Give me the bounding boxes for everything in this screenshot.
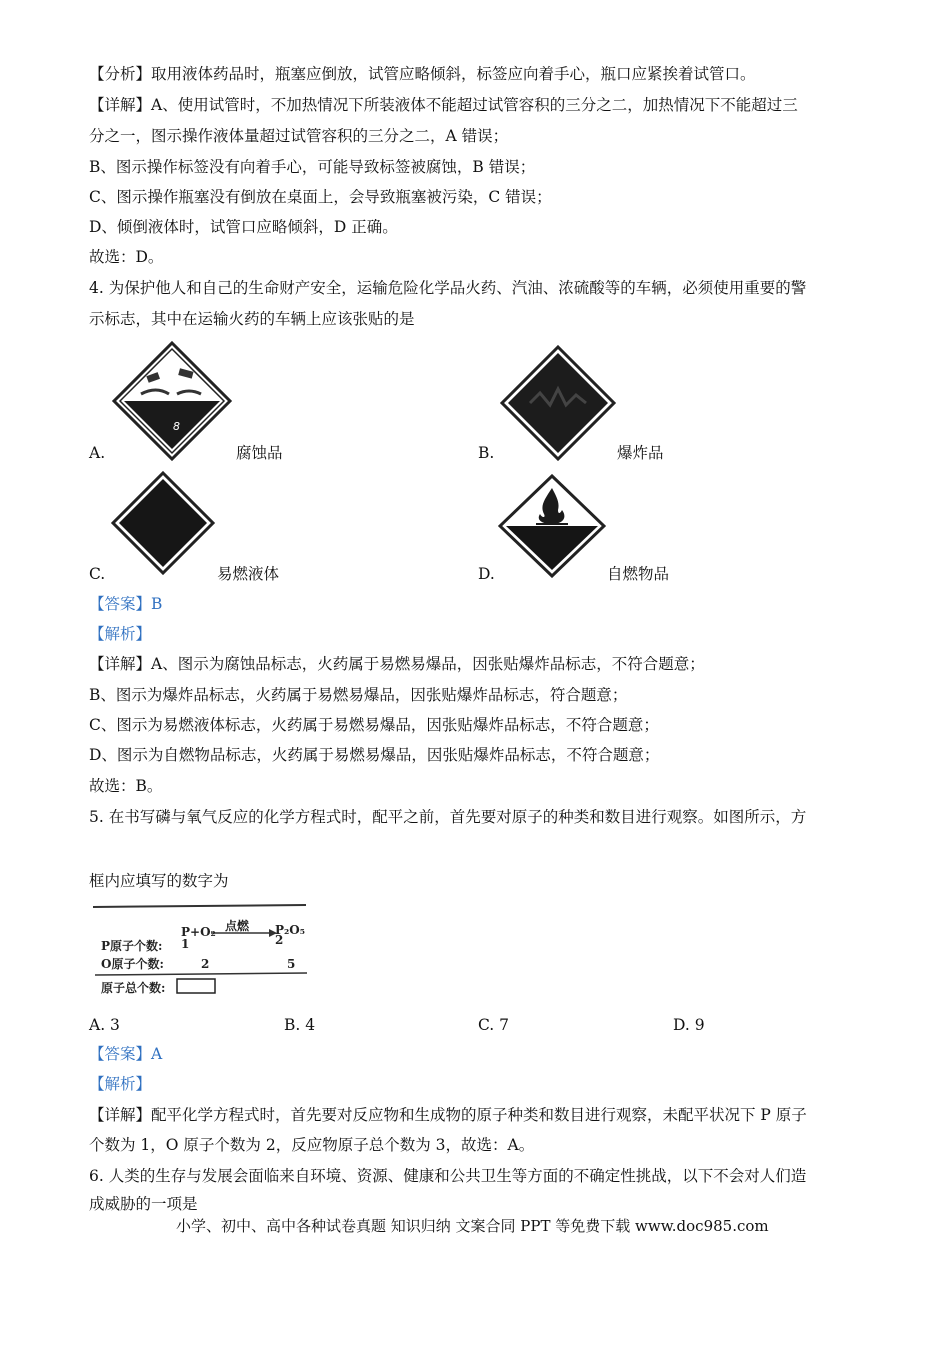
p-atom-left: 1 [181,937,190,951]
q5-option-c: C. 7 [478,1016,510,1034]
explosive-sign-icon [500,345,616,461]
conclusion-line: 故选：B。 [89,777,163,795]
q5-option-b: B. 4 [284,1016,316,1034]
detail-line: 【详解】A、图示为腐蚀品标志，火药属于易燃易爆品，因张贴爆炸品标志，不符合题意； [89,655,705,673]
question-4-text: 示标志，其中在运输火药的车辆上应该张贴的是 [89,310,415,328]
corrosive-sign-icon [111,340,233,462]
option-d-letter: D. [478,565,495,583]
detail-line: B、图示为爆炸品标志，火药属于易燃易爆品，因张贴爆炸品标志，符合题意； [89,686,628,704]
question-4-text: 4. 为保护他人和自己的生命财产安全，运输危险化学品火药、汽油、浓硫酸等的车辆，必须使用重要的警 [89,279,807,297]
option-b-letter: B. [478,444,495,462]
footer-text: 小学、初中、高中各种试卷真题 知识归纳 文案合同 PPT 等免费下载 www.doc985.com [176,1217,769,1235]
option-a-label: 腐蚀品 [236,444,283,462]
option-c-letter: C. [89,565,106,583]
reaction-product: P₂O₅ [275,923,305,937]
detail-line: 【详解】配平化学方程式时，首先要对反应物和生成物的原子种类和数目进行观察，未配平状况下 P 原子 [89,1106,807,1124]
detail-line: D、图示为自燃物品标志，火药属于易燃易爆品，因张贴爆炸品标志，不符合题意； [89,746,660,764]
detail-line: C、图示操作瓶塞没有倒放在桌面上，会导致瓶塞被污染，C 错误； [89,188,552,206]
question-5-text: 5. 在书写磷与氧气反应的化学方程式时，配平之前，首先要对原子的种类和数目进行观察。如图所示，方 [89,808,807,826]
spontaneous-combustion-sign-icon [498,474,606,578]
svg-text:8: 8 [173,420,180,433]
analysis-heading-4: 【解析】 [89,625,152,643]
blank-answer-box [177,979,215,993]
option-a-letter: A. [89,444,106,462]
answer-4: 【答案】B [89,595,163,613]
p-atom-right: 2 [275,933,284,947]
reaction-left: P+O₂ [181,925,216,939]
reaction-condition: 点燃 [225,919,250,933]
o-atom-label: O原子个数: [101,957,164,971]
conclusion-line: 故选：D。 [89,248,164,266]
total-atom-label: 原子总个数: [101,981,166,995]
option-c-label: 易燃液体 [217,565,280,583]
flammable-liquid-sign-icon [111,471,215,575]
o-atom-right: 5 [287,957,296,971]
q5-option-a: A. 3 [89,1016,120,1034]
detail-line: B、图示操作标签没有向着手心，可能导致标签被腐蚀，B 错误； [89,158,536,176]
question-6-text: 6. 人类的生存与发展会面临来自环境、资源、健康和公共卫生等方面的不确定性挑战，以下不会对人们造 [89,1167,807,1185]
detail-line: C、图示为易燃液体标志，火药属于易燃易爆品，因张贴爆炸品标志，不符合题意； [89,716,659,734]
detail-line: 【详解】A、使用试管时，不加热情况下所装液体不能超过试管容积的三分之二，加热情况下不能超过三 [89,96,798,114]
p-atom-label: P原子个数: [101,939,163,953]
option-d-label: 自燃物品 [607,565,670,583]
detail-line: 分之一，图示操作液体量超过试管容积的三分之二，A 错误； [89,127,509,145]
answer-5: 【答案】A [89,1045,163,1063]
q5-option-d: D. 9 [673,1016,705,1034]
option-b-label: 爆炸品 [617,444,664,462]
atom-count-figure [91,903,311,1001]
detail-line: D、倾倒液体时，试管口应略倾斜，D 正确。 [89,218,398,236]
question-6-text: 成威胁的一项是 [89,1195,198,1213]
detail-line: 个数为 1，O 原子个数为 2，反应物原子总个数为 3，故选：A。 [89,1136,535,1154]
analysis-heading-5: 【解析】 [89,1075,152,1093]
question-5-text: 框内应填写的数字为 [89,872,229,890]
o-atom-left: 2 [201,957,210,971]
analysis-line: 【分析】取用液体药品时，瓶塞应倒放，试管应略倾斜，标签应向着手心，瓶口应紧挨着试管口。 [89,65,756,83]
